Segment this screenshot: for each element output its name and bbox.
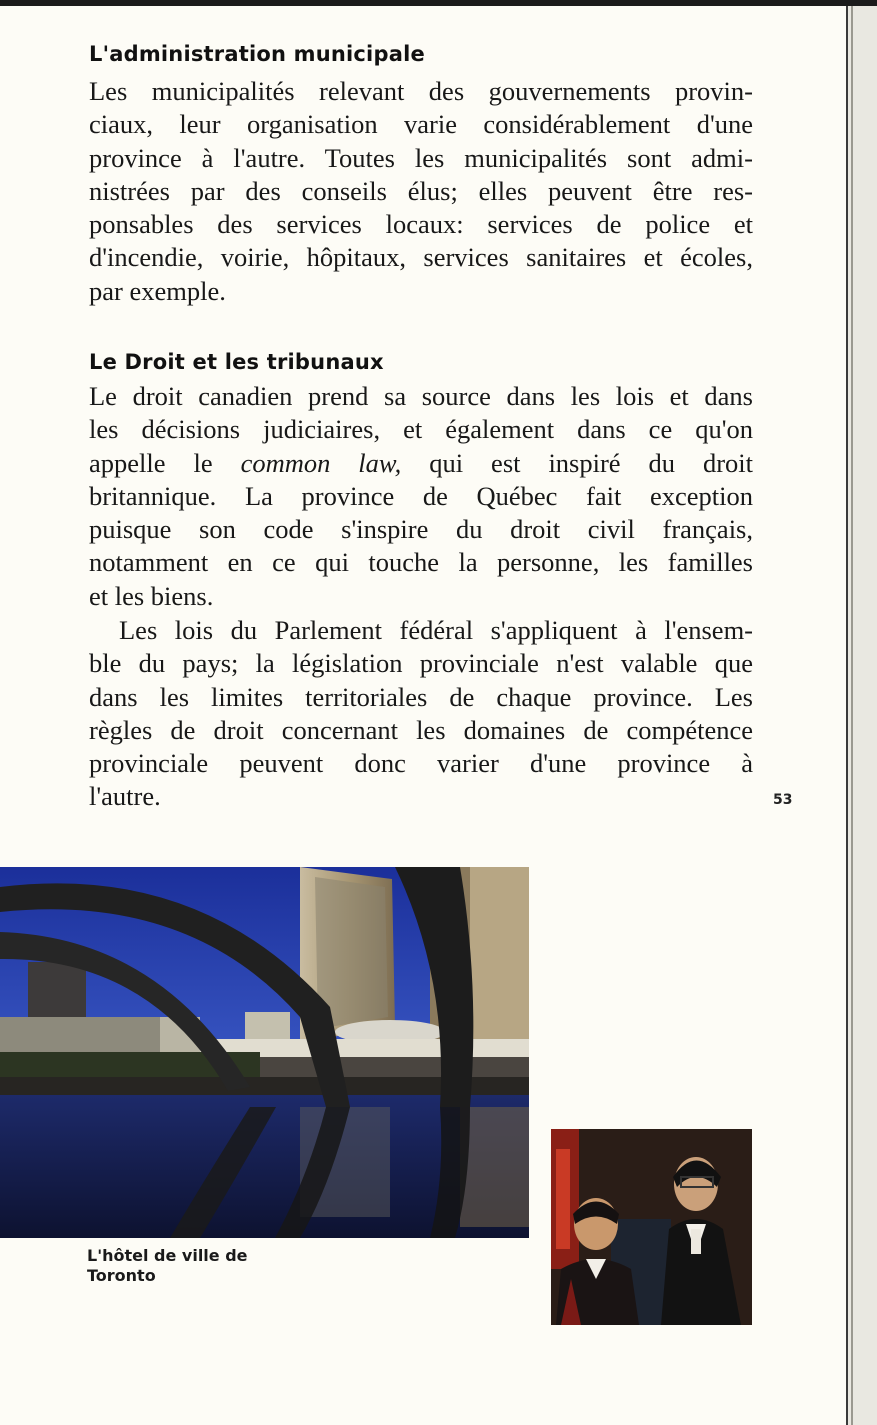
paragraph-municipal [89, 75, 753, 308]
heading-law: Le Droit et les tribunaux [89, 350, 384, 374]
text-line: puisque son code s'inspire du droit civil français, [89, 514, 753, 545]
caption-line: L'hôtel de ville de [87, 1246, 248, 1265]
text-line: les décisions judiciaires, et également dans ce qu'on [89, 414, 753, 445]
judges-illustration [551, 1129, 752, 1325]
text-line: ble du pays; la législation provinciale n'est valable que [89, 648, 753, 679]
text-line: et les biens. [89, 580, 214, 611]
text-fragment: appelle le [89, 447, 213, 478]
photo-caption [87, 1246, 248, 1286]
text-line: notamment en ce qui touche la personne, les familles [89, 547, 753, 578]
text-line: dans les limites territoriales de chaque province. Les [89, 681, 753, 712]
city-hall-illustration [0, 867, 529, 1238]
text-fragment: qui est inspiré du droit [429, 447, 754, 478]
page-top-edge [0, 0, 877, 6]
text-line: ciaux, leur organisation varie considérablement d'une [89, 109, 753, 140]
text-line: nistrées par des conseils élus; elles peuvent être res- [89, 175, 753, 206]
paragraph-law-1 [89, 380, 753, 613]
caption-line: Toronto [87, 1266, 156, 1285]
text-line: ponsables des services locaux: services de police et [89, 209, 753, 240]
heading-municipal: L'administration municipale [89, 42, 425, 66]
paragraph-law-2 [89, 614, 753, 814]
page-binding-line [851, 6, 853, 1425]
text-line: d'incendie, voirie, hôpitaux, services sanitaires et écoles, [89, 242, 753, 273]
text-line: Le droit canadien prend sa source dans les lois et dans [89, 381, 753, 411]
photo-toronto-city-hall [0, 867, 529, 1238]
text-line: règles de droit concernant les domaines de compétence [89, 714, 753, 745]
text-line: Les lois du Parlement fédéral s'appliquent à l'ensem- [119, 615, 753, 645]
text-line: Les municipalités relevant des gouvernements provin- [89, 76, 753, 106]
common-law-term: common law, [240, 447, 402, 478]
text-line: l'autre. [89, 781, 161, 812]
page-number: 53 [773, 792, 793, 808]
text-line: provinciale peuvent donc varier d'une province à [89, 748, 753, 779]
text-line: province à l'autre. Toutes les municipalités sont admi- [89, 142, 753, 173]
text-line: britannique. La province de Québec fait exception [89, 480, 753, 511]
text-line [89, 447, 753, 480]
photo-judges [551, 1129, 752, 1325]
text-line: par exemple. [89, 275, 226, 306]
